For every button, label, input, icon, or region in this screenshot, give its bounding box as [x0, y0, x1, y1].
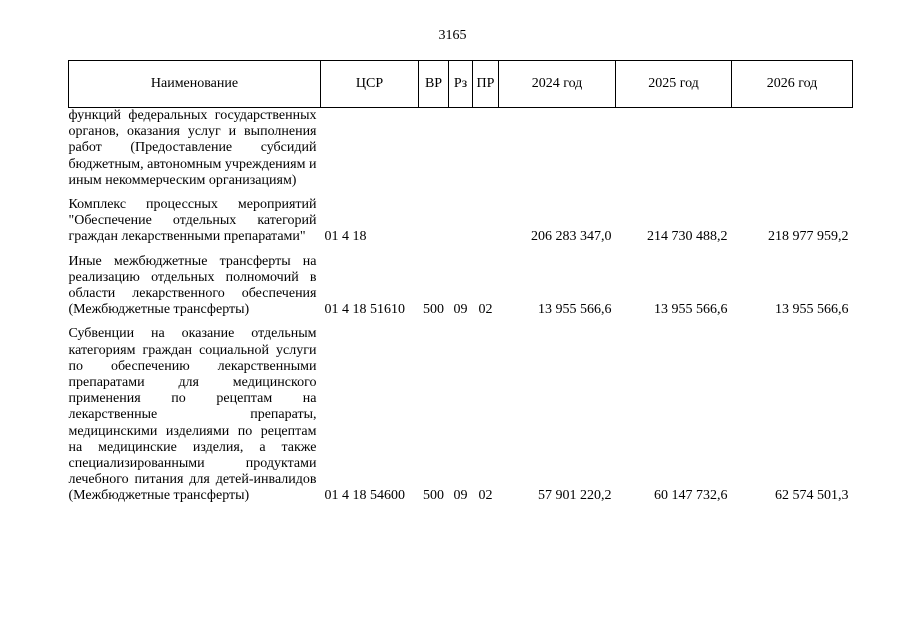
header-rz: Рз	[449, 61, 473, 108]
row-vr	[419, 197, 449, 246]
row-amount-2025: 13 955 566,6	[654, 302, 728, 318]
row-vr: 500	[423, 302, 444, 318]
header-name: Наименование	[69, 61, 321, 108]
row-amount-2024: 57 901 220,2	[538, 488, 612, 504]
row-name: Субвенции на оказание отдельным категориям граждан социальной услуги по обеспечению лекарственными препаратами для медицинского применения по рецептам на лекарственные препараты, медицинскими изделиями по рецептам на медицинские изделия, а также специализированными продуктами лечебного питания для детей-инвалидов (Межбюджетные трансферты)	[68, 326, 317, 504]
row-name: Комплекс процессных мероприятий "Обеспечение отдельных категорий граждан лекарственными препаратами"	[68, 197, 317, 245]
row-csr	[321, 108, 419, 190]
row-amount-2024: 13 955 566,6	[538, 302, 612, 318]
header-vr: ВР	[419, 61, 449, 108]
row-amount-2024: 206 283 347,0	[531, 229, 612, 245]
row-csr: 01 4 18	[324, 229, 367, 245]
row-pr	[473, 108, 499, 190]
row-pr: 02	[478, 302, 493, 318]
budget-table	[68, 60, 853, 505]
row-amount-2026: 13 955 566,6	[775, 302, 849, 318]
page-number: 3165	[438, 28, 467, 43]
row-rz	[449, 197, 473, 246]
row-vr	[419, 108, 449, 190]
row-rz: 09	[453, 488, 468, 504]
row-rz	[449, 108, 473, 190]
table-row	[69, 197, 853, 246]
table-row	[69, 326, 853, 504]
header-year-2025: 2025 год	[616, 61, 732, 108]
row-amount-2025	[616, 108, 732, 190]
row-amount-2026	[732, 108, 853, 190]
row-pr: 02	[478, 488, 493, 504]
header-year-2026: 2026 год	[732, 61, 853, 108]
row-rz: 09	[453, 302, 468, 318]
row-vr: 500	[423, 488, 444, 504]
row-amount-2025: 60 147 732,6	[654, 488, 728, 504]
row-name: Иные межбюджетные трансферты на реализацию отдельных полномочий в области лекарственного обеспечения (Межбюджетные трансферты)	[68, 253, 317, 318]
row-amount-2026: 62 574 501,3	[775, 488, 849, 504]
row-name: функций федеральных государственных органов, оказания услуг и выполнения работ (Предоставление субсидий бюджетным, автономным учреждениям и иным некоммерческим организациям)	[68, 108, 317, 188]
row-amount-2026: 218 977 959,2	[768, 229, 849, 245]
header-csr: ЦСР	[321, 61, 419, 108]
row-pr	[473, 197, 499, 246]
table-header-row	[69, 61, 853, 108]
header-year-2024: 2024 год	[499, 61, 616, 108]
row-amount-2025: 214 730 488,2	[647, 229, 728, 245]
row-csr: 01 4 18 51610	[324, 302, 405, 318]
table-row	[69, 108, 853, 190]
row-amount-2024	[499, 108, 616, 190]
row-csr: 01 4 18 54600	[324, 488, 405, 504]
header-pr: ПР	[473, 61, 499, 108]
table-row	[69, 254, 853, 319]
